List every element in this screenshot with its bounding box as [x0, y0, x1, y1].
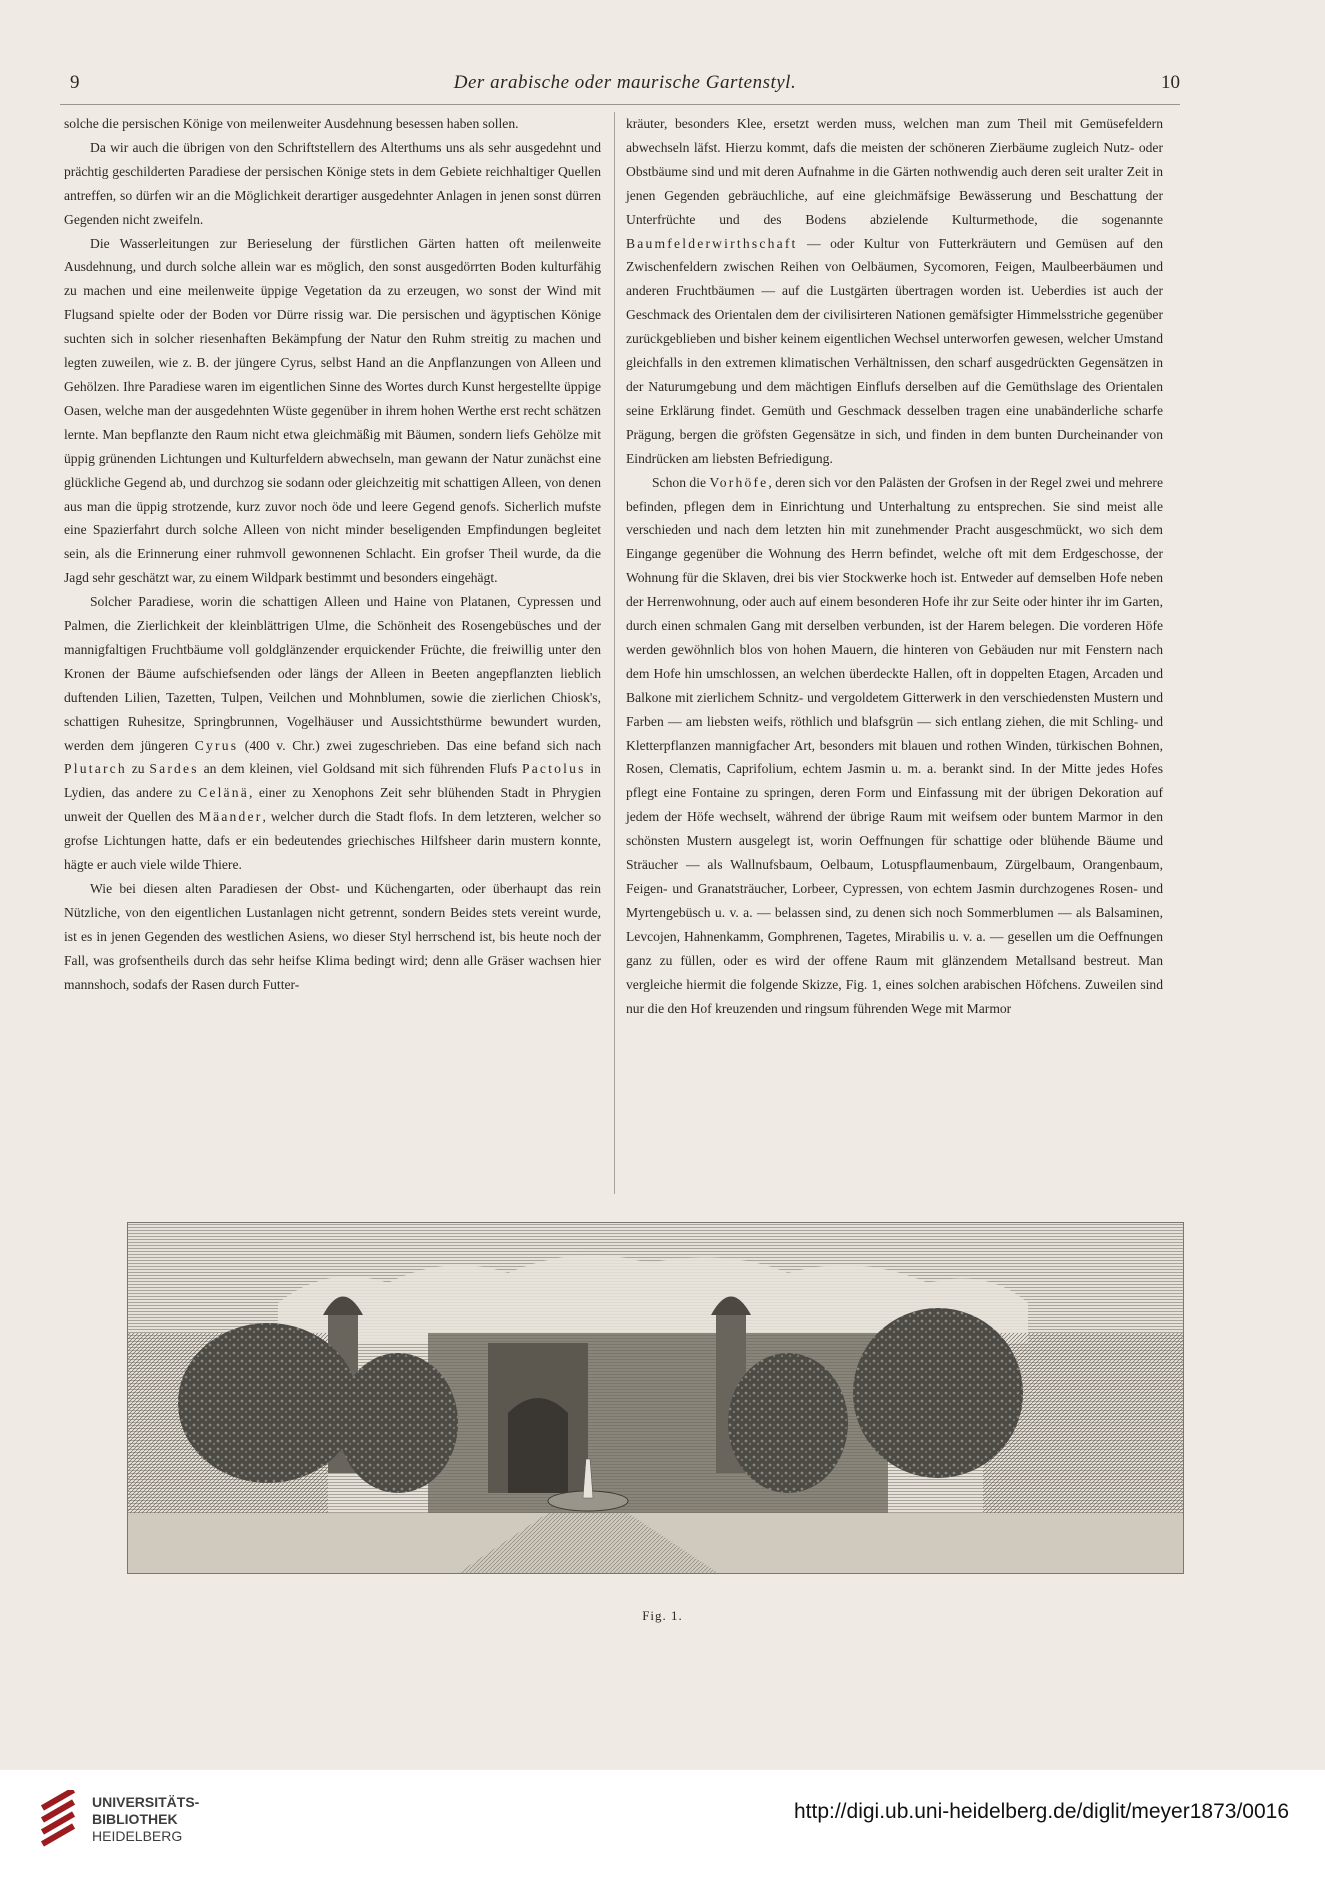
running-title: Der arabische oder maurische Gartenstyl.	[453, 72, 797, 93]
text-column-left	[64, 112, 601, 997]
library-name-line2: BIBLIOTHEK	[92, 1811, 178, 1827]
header-rule	[60, 104, 1180, 105]
portal-arch	[508, 1398, 568, 1493]
figure-engraving	[127, 1222, 1184, 1574]
tree-center-left	[338, 1353, 458, 1493]
left-column-paragraph-4: Solcher Paradiese, worin die schattigen Alleen und Haine von Platanen, Cypressen und Palmen, die Zierlichkeit der kleinblättrigen Ulme, die Schönheit des Rosengebüsches und der mannigfaltigen Fruchtbäume voll goldglänzender erquickender Früchte, die freiwillig unter den Kronen der Bäume aufschiefsenden oder längs der Alleen in Beeten angepflanzten lieblich duftenden Lilien, Tazetten, Tulpen, Veilchen und Mohnblumen, sowie die zierlichen Chiosk's, schattigen Ruhesitze, Springbrunnen, Vogelhäuser und Aussichtsthürme bewundert wurden, werden dem jüngeren Cyrus (400 v. Chr.) zwei zugeschrieben. Das eine befand sich nach Plutarch zu Sardes an dem kleinen, viel Goldsand mit sich führenden Flufs Pactolus in Lydien, das andere zu Celänä, einer zu Xenophons Zeit sehr blühenden Stadt in Phrygien unweit der Quellen des Mäander, welcher durch die Stadt flofs. In dem letzteren, welcher so grofse Lichtungen hatte, dafs er ein bedeutendes griechisches Hilfsheer darin mustern konnte, hägte er auch viele wilde Thiere.	[64, 594, 601, 873]
tree-right	[853, 1308, 1023, 1478]
tree-center-right	[728, 1353, 848, 1493]
left-column-paragraph-1: solche die persischen Könige von meilenweiter Ausdehnung besessen haben sollen.	[64, 116, 519, 131]
library-footer	[0, 1770, 1325, 1901]
right-column-paragraph-1: kräuter, besonders Klee, ersetzt werden muss, welchen man zum Theil mit Gemüsefeldern abwechseln läfst. Hierzu kommt, dafs die meisten der schöneren Zierbäume zugleich Nutz- oder Obstbäume sind und mit deren Aufnahme in die Gärten nothwendig auch deren seit uralter Zeit in jenen Gegenden gebräuchliche, auf eine gleichmäfsige Bewässerung und Beschattung der Unterfrüchte und des Bodens abzielende Kulturmethode, die sogenannte Baumfelderwirthschaft — oder Kultur von Futterkräutern und Gemüsen auf den Zwischenfeldern zwischen Reihen von Oelbäumen, Sycomoren, Feigen, Maulbeerbäumen und anderen Fruchtbäumen — auf die Lustgärten übertragen worden ist. Ueberdies ist auch der Geschmack des Orientalen dem der civilisirteren Nationen gemäfsigter Himmelsstriche gegenüber zurückgeblieben und bisher keinem eigentlichen Wechsel unterworfen gewesen, welcher Umstand gleichfalls in den extremen klimatischen Verhältnissen, den scharf ausgedrückten Gegensätzen in der Naturumgebung und dem mächtigen Einflufs derselben auf die Gemüthslage des Orientalen seine Erklärung findet. Gemüth und Geschmack desselben tragen eine unabänderliche scharfe Prägung, bergen die gröfsten Gegensätze in sich, und finden in dem bunten Durcheinander von Eindrücken am liebsten Befriedigung.	[626, 116, 1163, 466]
right-column-paragraph-2: Schon die Vorhöfe, deren sich vor den Palästen der Grofsen in der Regel zwei und mehrere befinden, pflegen dem in Einrichtung und Unterhaltung zu entsprechen. Sie sind meist alle verschieden und nach dem letzten hin mit zunehmender Pracht ausgeschmückt, wo sich dem Eingange gegenüber die Wohnung des Herrn befindet, welche oft mit dem Erdgeschosse, der Wohnung für die Sklaven, drei bis vier Stockwerke hoch ist. Entweder auf demselben Hofe neben der Herrenwohnung, oder auch auf einem besonderen Hofe ihr zur Seite oder hinter ihr im Garten, durch einen schmalen Gang mit derselben verbunden, ist der Harem belegen. Die vorderen Höfe werden gewöhnlich blos von hohen Mauern, die hinteren von Gebäuden nur mit Fenstern nach dem Hofe hin umschlossen, an welchen überdeckte Hallen, oft in doppelten Etagen, Arcaden und Balkone mit zierlichem Schnitz- und vergoldetem Gitterwerk in den verschiedensten Mustern und Farben — am liebsten weifs, röthlich und blafsgrün — sich entlang ziehen, die mit Schling- und Kletterpflanzen mannigfacher Art, besonders mit blauen und rothen Winden, türkischen Bohnen, Rosen, Clematis, Caprifolium, echtem Jasmin u. m. a. berankt sind. In der Mitte jedes Hofes pflegt eine Fontaine zu springen, deren Form und Einfassung mit der übrigen Dekoration auf jedem der Höfe wechselt, während der übrige Raum mit weifsem oder buntem Marmor in den schönsten Mustern ausgelegt ist, worin Oeffnungen für schattige oder blühende Bäume und Sträucher — als Wallnufsbaum, Oelbaum, Lotuspflaumenbaum, Zürgelbaum, Orangenbaum, Feigen- und Granatsträucher, Lorbeer, Cypressen, von echtem Jasmin durchzogenes Rosen- und Myrtengebüsch u. v. a. — belassen sind, zu denen sich noch Sommerblumen — als Balsaminen, Levcojen, Hahnenkamm, Gomphrenen, Tagetes, Mirabilis u. v. a. — gesellen um die Oeffnungen ganz zu füllen, oder es wird der offene Raum mit glänzendem Metallsand bestreut. Man vergleiche hiermit die folgende Skizze, Fig. 1, eines solchen arabischen Höfchens. Zuweilen sind nur die den Hof kreuzenden und ringsum führenden Wege mit Marmor	[626, 474, 1163, 1016]
page-number-right: 10	[1161, 72, 1180, 93]
figure-caption: Fig. 1.	[642, 1608, 683, 1623]
page-number-left: 9	[70, 72, 80, 93]
left-column-paragraph-2: Da wir auch die übrigen von den Schriftstellern des Alterthums uns als sehr ausgedehnt und prächtig geschilderten Paradiese der persischen Könige stets in dem Gebiete reichhaltiger Quellen antreffen, so dürfen wir an die Möglichkeit derartiger ausgedehnter Anlagen in jenen sonst dürren Gegenden nicht zweifeln.	[64, 139, 601, 227]
left-column-paragraph-3: Die Wasserleitungen zur Berieselung der fürstlichen Gärten hatten oft meilenweite Ausdehnung, und durch solche allein war es möglich, den sonst ausgedörrten Boden kulturfähig zu machen und eine meilenweite üppige Vegetation da zu erzeugen, wo sonst der Wind mit Flugsand spielte oder der Boden vor Dürre rissig war. Die persischen und ägyptischen Könige suchten sich in solcher riesenhaften Bekämpfung der Natur den Ruhm streitig zu machen und legten zuweilen, wie z. B. der jüngere Cyrus, selbst Hand an die Anpflanzungen von Alleen und Gehölzen. Ihre Paradiese waren im eigentlichen Sinne des Wortes durch Kunst hergestellte üppige Oasen, welche man der ausgedehnten Wüste gegenüber in ihrem hohen Werthe erst recht schätzen lernte. Man bepflanzte den Raum nicht etwa gleichmäßig mit Bäumen, sondern liefs Gehölze mit üppig grünenden Lichtungen und Kulturfeldern abwechseln, man gewann der Natur zunächst eine glückliche Gegend ab, und durchzog sie sodann oder gleichzeitig mit schattigen Alleen, von denen aus man die üppig strotzende, kurz zuvor noch öde und leere Gegend genofs. Sicherlich mufste eine Spazierfahrt durch solche Alleen von nicht minder beseligenden Empfindungen begleitet sein, als die Erinnerung einer ruhmvoll gewonnenen Schlacht. Ein grofser Theil wurde, da die Jagd sehr geschätzt war, zu einem Wildpark bestimmt und besonders eingehägt.	[64, 235, 601, 586]
library-name-line3: HEIDELBERG	[92, 1828, 183, 1844]
source-url-link[interactable]: http://digi.ub.uni-heidelberg.de/diglit/meyer1873/0016	[793, 1800, 1289, 1823]
library-name-line1: UNIVERSITÄTS-	[92, 1794, 200, 1810]
text-column-right	[626, 112, 1163, 1020]
library-logo-icon	[36, 1790, 80, 1850]
left-column-paragraph-5: Wie bei diesen alten Paradiesen der Obst- und Küchengarten, oder überhaupt das rein Nützliche, von den eigentlichen Lustanlagen nicht getrennt, sondern Beides stets vereint wurde, ist es in jenen Gegenden des westlichen Asiens, wo dieser Styl herrschend ist, bis heute noch der Fall, was grofsentheils durch das sehr heifse Klima bedingt wird; denn alle Gräser wachsen hier mannshoch, sodafs der Rasen durch Futter-	[64, 881, 601, 992]
library-name	[92, 1794, 199, 1845]
tree-left	[178, 1323, 358, 1483]
courtyard-illustration	[128, 1223, 1183, 1573]
running-header	[70, 72, 1180, 98]
column-divider	[614, 112, 615, 1194]
